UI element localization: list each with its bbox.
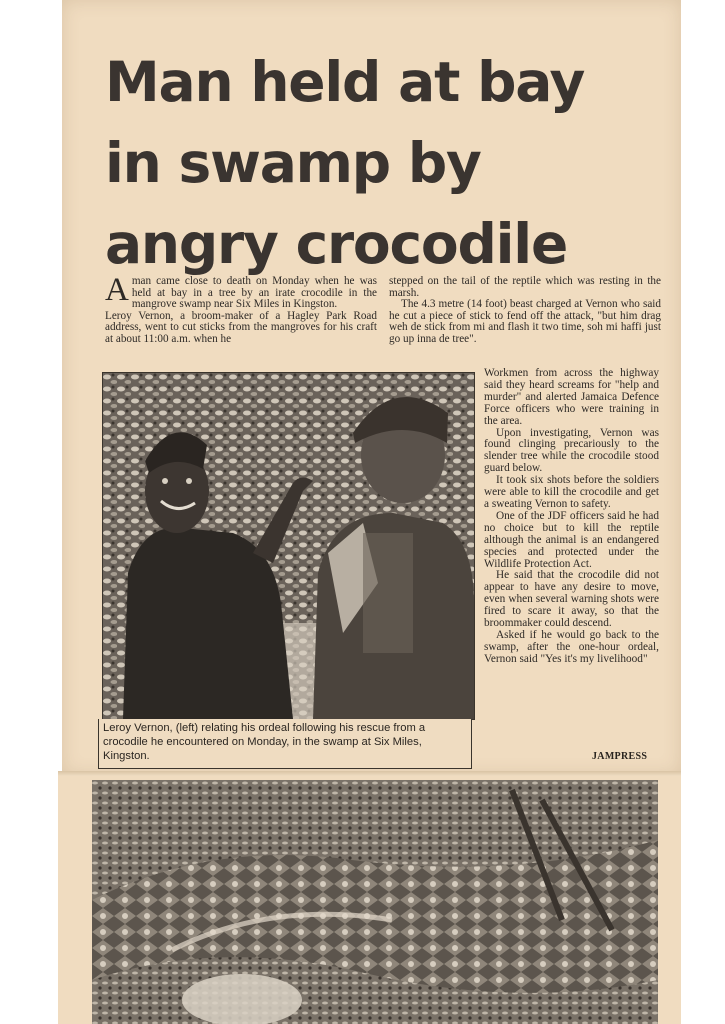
article-column-1 xyxy=(105,272,377,346)
paragraph-9: He said that the crocodile did not appear to have any desire to move, even when several warning shots were fired to scare it away, so that the broommaker could descend. xyxy=(484,569,659,630)
article-column-3 xyxy=(484,368,659,666)
paragraph-8: One of the JDF officers said he had no choice but to kill the reptile although the animal is an endangered species and protected under the Wildlife Protection Act. xyxy=(484,509,659,570)
headline xyxy=(105,42,645,285)
photo-caption: Leroy Vernon, (left) relating his ordeal following his rescue from a crocodile he encountered on Monday, in the swamp at Six Miles, Kingston. xyxy=(98,719,472,769)
photo-crocodile xyxy=(92,780,658,1024)
paragraph-7: It took six shots before the soldiers were able to kill the crocodile and get a sweating Vernon to safety. xyxy=(484,474,659,510)
dropcap: A xyxy=(105,272,129,308)
headline-line-3: angry crocodile xyxy=(105,212,568,276)
article-column-2 xyxy=(389,276,661,346)
paragraph-6: Upon investigating, Vernon was found clinging precariously to the slender tree while the crocodile stood guard below. xyxy=(484,426,659,475)
paragraph-3: stepped on the tail of the reptile which was resting in the marsh. xyxy=(389,275,661,299)
clipping-fold xyxy=(58,771,681,776)
paragraph-5: Workmen from across the highway said they heard screams for "help and murder" and alerted Jamaica Defence Force officers who were training in the area. xyxy=(484,367,659,427)
headline-line-2: in swamp by xyxy=(105,131,481,195)
photo-vernon-and-soldier xyxy=(102,372,475,720)
byline: JAMPRESS xyxy=(592,751,648,762)
photo-illustration xyxy=(103,373,474,719)
headline-line-1: Man held at bay xyxy=(105,50,585,114)
lead-paragraph: man came close to death on Monday when he was held at bay in a tree by an irate crocodile in the mangrove swamp near Six Miles in Kingston. xyxy=(131,275,377,311)
paragraph-2: Leroy Vernon, a broom-maker of a Hagley Park Road address, went to cut sticks from the mangroves for his craft at about 11:00 a.m. when he xyxy=(105,309,377,345)
paragraph-10: Asked if he would go back to the swamp, after the one-hour ordeal, Vernon said "Yes it's my livelihood" xyxy=(484,628,659,665)
crocodile-illustration xyxy=(92,780,658,1024)
paragraph-4: The 4.3 metre (14 foot) beast charged at Vernon who said he cut a piece of stick to fend off the attack, "but him drag weh de stick from mi and flash it two time, soh mi haffi just go up inna de tree". xyxy=(389,298,661,345)
